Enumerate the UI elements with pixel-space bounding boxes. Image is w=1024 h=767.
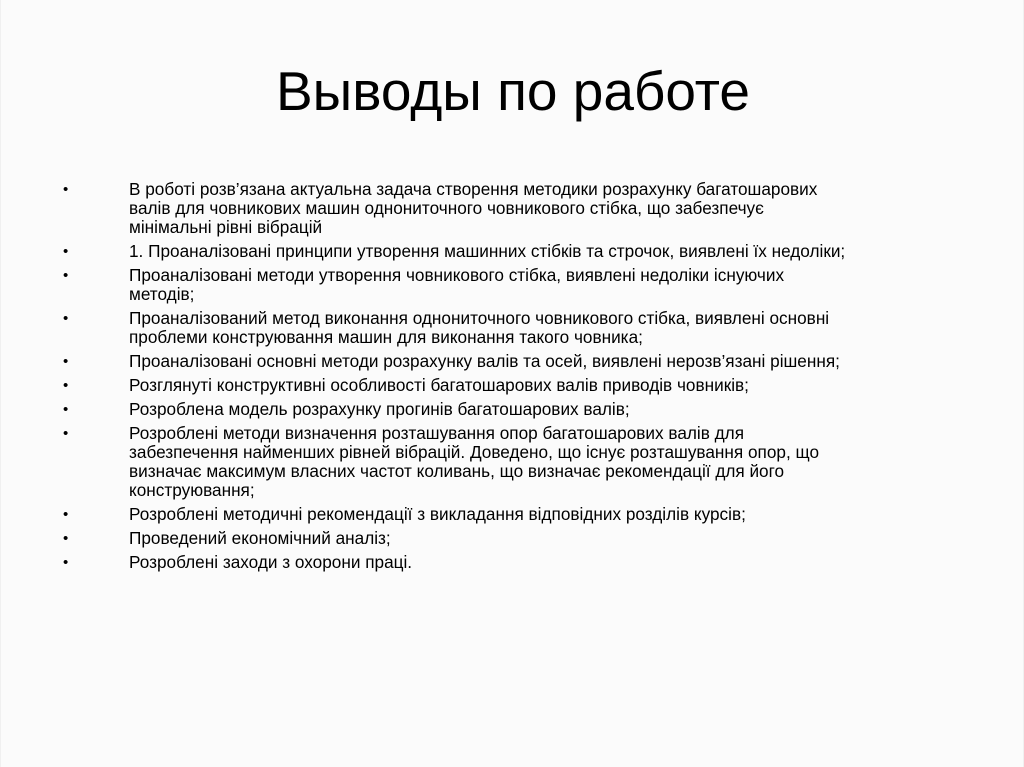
list-item-text: Проаналізовані основні методи розрахунку валів та осей, виявлені нерозв’язані рішення; <box>129 351 840 371</box>
list-item-text: Проаналізований метод виконання однониточного човникового стібка, виявлені основні проблеми конструювання машин для виконання такого човника; <box>129 308 830 347</box>
list-item-text: Розроблені методи визначення розташування опор багатошарових валів для забезпечення найменших рівней вібрацій. Доведено, що існує розташування опор, що визначає максимум власних частот коливань, що визначає рекомендації для його конструювання; <box>129 423 820 500</box>
slide-title: Выводы по работе <box>276 60 750 122</box>
list-item <box>63 309 983 347</box>
bullet-icon: • <box>63 377 69 394</box>
bullet-icon: • <box>63 506 69 523</box>
list-item <box>63 529 983 548</box>
list-item <box>63 505 983 524</box>
list-item <box>63 400 983 419</box>
list-item <box>63 180 983 237</box>
list-item <box>63 424 983 500</box>
bullet-icon: • <box>63 267 69 284</box>
list-item-text: Розроблена модель розрахунку прогинів багатошарових валів; <box>129 399 630 419</box>
bullet-icon: • <box>63 353 69 370</box>
list-item <box>63 352 983 371</box>
list-item <box>63 266 983 304</box>
bullet-icon: • <box>63 530 69 547</box>
list-item-text: Розроблені заходи з охорони праці. <box>129 552 413 572</box>
list-item-text: Розроблені методичні рекомендації з викладання відповідних розділів курсів; <box>129 504 746 524</box>
bullet-icon: • <box>63 425 69 442</box>
list-item-text: Розглянуті конструктивні особливості багатошарових валів приводів човників; <box>129 375 749 395</box>
list-item <box>63 376 983 395</box>
list-item <box>63 553 983 572</box>
bullet-icon: • <box>63 310 69 327</box>
bullet-icon: • <box>63 181 69 198</box>
bullet-icon: • <box>63 401 69 418</box>
list-item-text: Проведений економічний аналіз; <box>129 528 391 548</box>
list-item-text: Проаналізовані методи утворення човникового стібка, виявлені недоліки існуючих методів; <box>129 265 785 304</box>
bullet-list <box>63 180 983 577</box>
bullet-icon: • <box>63 554 69 571</box>
bullet-icon: • <box>63 243 69 260</box>
list-item-text: В роботі розв’язана актуальна задача створення методики розрахунку багатошарових валів для човникових машин однониточного човникового стібка, що забезпечує мінімальні рівні вібрацій <box>129 179 818 237</box>
list-item-text: 1. Проаналізовані принципи утворення машинних стібків та строчок, виявлені їх недоліки; <box>129 241 846 261</box>
list-item <box>63 242 983 261</box>
